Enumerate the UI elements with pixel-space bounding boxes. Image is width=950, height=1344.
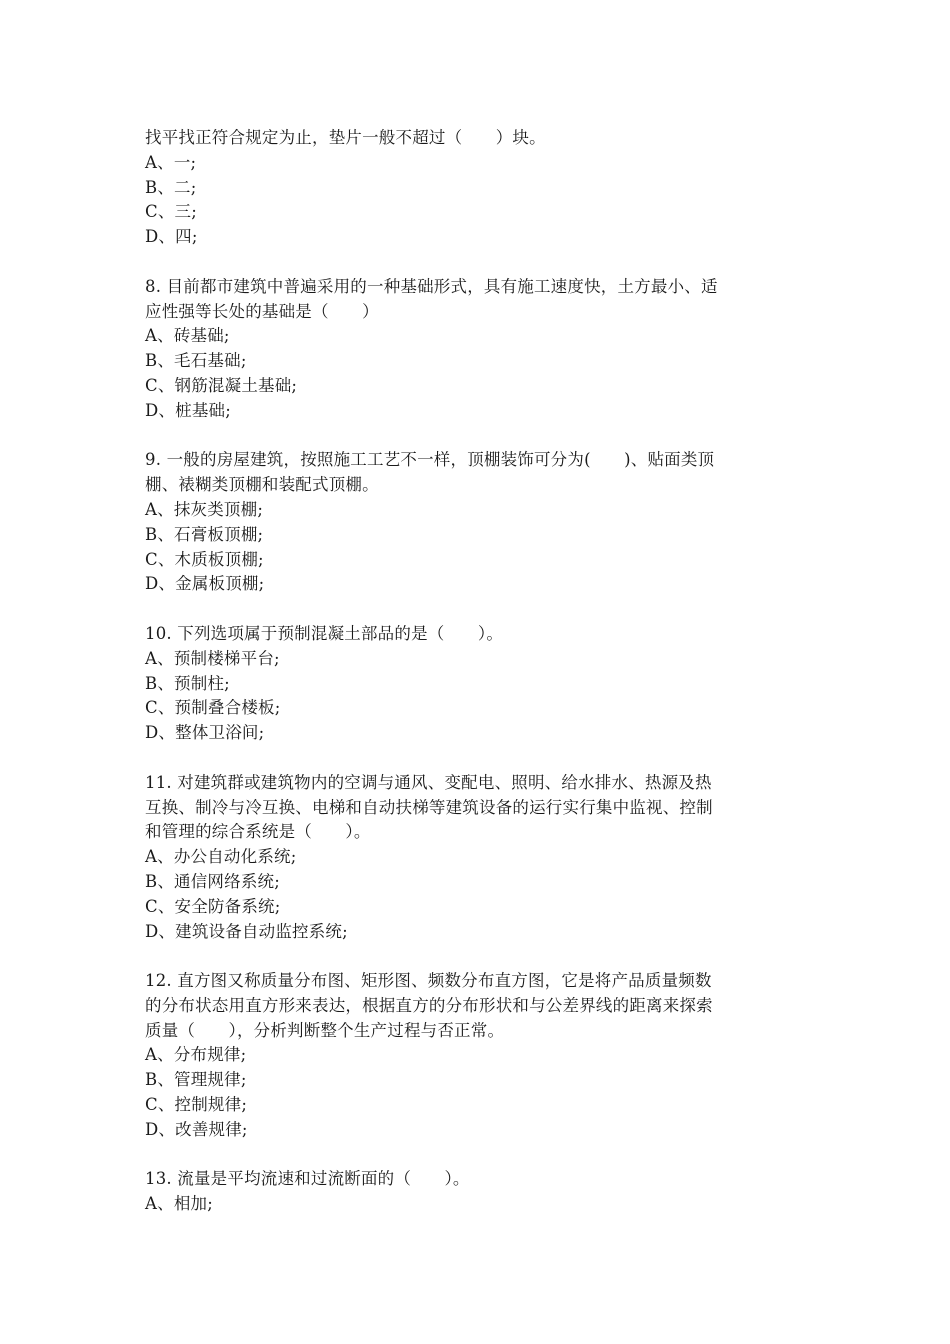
question-stem-line: 10. 下列选项属于预制混凝土部品的是（ ）。 [145, 623, 504, 643]
option-b: B、预制柱; [145, 673, 230, 693]
question-7-continuation [145, 126, 810, 250]
option-d: D、金属板顶棚; [145, 574, 265, 594]
option-c: C、钢筋混凝土基础; [145, 375, 298, 395]
option-a: A、一; [145, 152, 197, 172]
option-b: B、通信网络系统; [145, 871, 280, 891]
option-b: B、石膏板顶棚; [145, 524, 264, 544]
question-stem-line: 12. 直方图又称质量分布图、矩形图、频数分布直方图，它是将产品质量频数 [145, 971, 712, 991]
option-a: A、分布规律; [145, 1045, 247, 1065]
question-9 [145, 448, 810, 597]
document-page [145, 126, 810, 1217]
question-stem-line: 8. 目前都市建筑中普遍采用的一种基础形式，具有施工速度快，土方最小、适 [145, 276, 718, 296]
option-c: C、安全防备系统; [145, 896, 281, 916]
question-stem-line: 11. 对建筑群或建筑物内的空调与通风、变配电、照明、给水排水、热源及热 [145, 772, 712, 792]
option-d: D、四; [145, 227, 198, 247]
question-stem-line: 9. 一般的房屋建筑，按照施工工艺不一样，顶棚装饰可分为( )、贴面类顶 [145, 450, 715, 470]
option-d: D、桩基础; [145, 400, 231, 420]
option-a: A、相加; [145, 1194, 213, 1214]
question-stem-line: 和管理的综合系统是（ ）。 [145, 822, 371, 842]
option-c: C、三; [145, 202, 197, 222]
option-c: C、控制规律; [145, 1095, 248, 1115]
option-d: D、建筑设备自动监控系统; [145, 921, 348, 941]
option-b: B、二; [145, 177, 197, 197]
question-stem-line: 的分布状态用直方形来表达，根据直方的分布形状和与公差界线的距离来探索 [145, 995, 713, 1015]
question-11 [145, 771, 810, 945]
question-stem-line: 13. 流量是平均流速和过流断面的（ ）。 [145, 1169, 470, 1189]
question-stem-line: 棚、裱糊类顶棚和装配式顶棚。 [145, 475, 379, 495]
option-a: A、砖基础; [145, 326, 230, 346]
question-stem-line: 互换、制冷与冷互换、电梯和自动扶梯等建筑设备的运行实行集中监视、控制 [145, 797, 713, 817]
option-b: B、管理规律; [145, 1070, 247, 1090]
option-c: C、预制叠合楼板; [145, 698, 281, 718]
option-c: C、木质板顶棚; [145, 549, 264, 569]
option-d: D、改善规律; [145, 1119, 248, 1139]
question-10 [145, 622, 810, 746]
option-a: A、抹灰类顶棚; [145, 499, 264, 519]
option-b: B、毛石基础; [145, 351, 247, 371]
question-12 [145, 969, 810, 1143]
question-stem-line: 应性强等长处的基础是（ ） [145, 301, 379, 321]
option-a: A、办公自动化系统; [145, 847, 297, 867]
option-d: D、整体卫浴间; [145, 723, 265, 743]
question-stem-line: 找平找正符合规定为止，垫片一般不超过（ ）块。 [145, 128, 546, 147]
question-stem-line: 质量（ ），分析判断整个生产过程与否正常。 [145, 1020, 505, 1040]
question-8 [145, 275, 810, 424]
question-13 [145, 1167, 810, 1217]
option-a: A、预制楼梯平台; [145, 648, 280, 668]
